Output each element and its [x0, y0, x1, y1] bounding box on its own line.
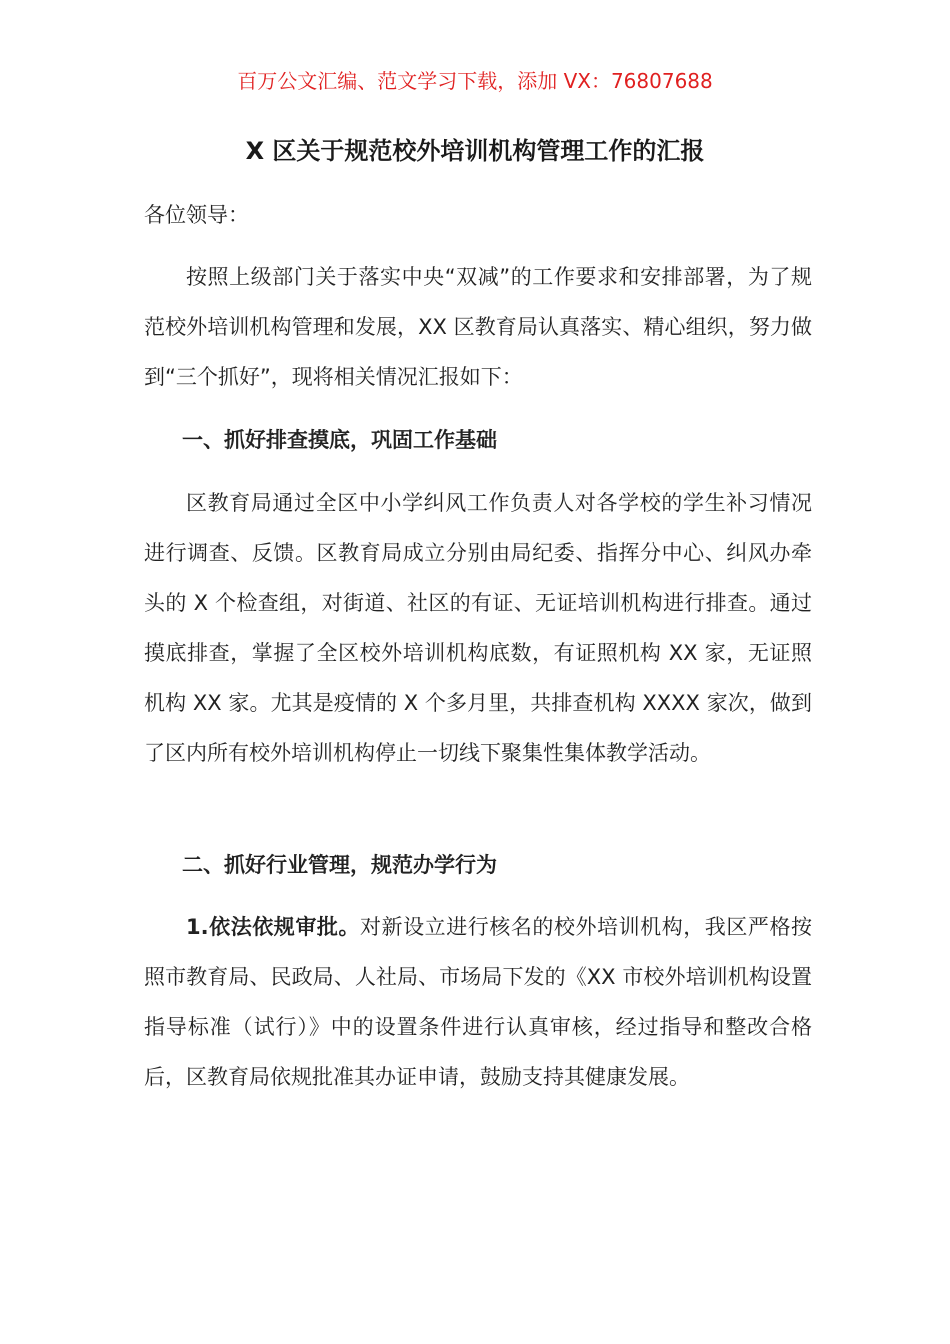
section-2-item-1-paragraph: [144, 902, 812, 1102]
document-title: X 区关于规范校外培训机构管理工作的汇报: [245, 137, 705, 165]
intro-paragraph: 按照上级部门关于落实中央“双减”的工作要求和安排部署，为了规范校外培训机构管理和发展，XX 区教育局认真落实、精心组织，努力做到“三个抓好”，现将相关情况汇报如下：: [144, 265, 812, 389]
salutation: 各位领导：: [144, 203, 249, 227]
header-note: 百万公文汇编、范文学习下载，添加 VX：76807688: [237, 69, 713, 93]
section-2-item-1-text: 对新设立进行核名的校外培训机构，我区严格按照市教育局、民政局、人社局、市场局下发的《XX 市校外培训机构设置指导标准（试行）》中的设置条件进行认真审核，经过指导和整改合格后，区教育局依规批准其办证申请，鼓励支持其健康发展。: [144, 915, 813, 1089]
section-2-item-1-lead: 1.依法依规审批。: [186, 915, 360, 939]
section-1-paragraph: 区教育局通过全区中小学纠风工作负责人对各学校的学生补习情况进行调查、反馈。区教育局成立分别由局纪委、指挥分中心、纠风办牵头的 X 个检查组，对街道、社区的有证、无证培训机构进行排查。通过摸底排查，掌握了全区校外培训机构底数，有证照机构 XX 家，无证照机构 XX 家。尤其是疫情的 X 个多月里，共排查机构 XXXX 家次，做到了区内所有校外培训机构停止一切线下聚集性集体教学活动。: [144, 491, 812, 765]
section-1-heading: 一、抓好排查摸底，巩固工作基础: [182, 428, 497, 452]
section-2-heading: 二、抓好行业管理，规范办学行为: [182, 853, 497, 877]
